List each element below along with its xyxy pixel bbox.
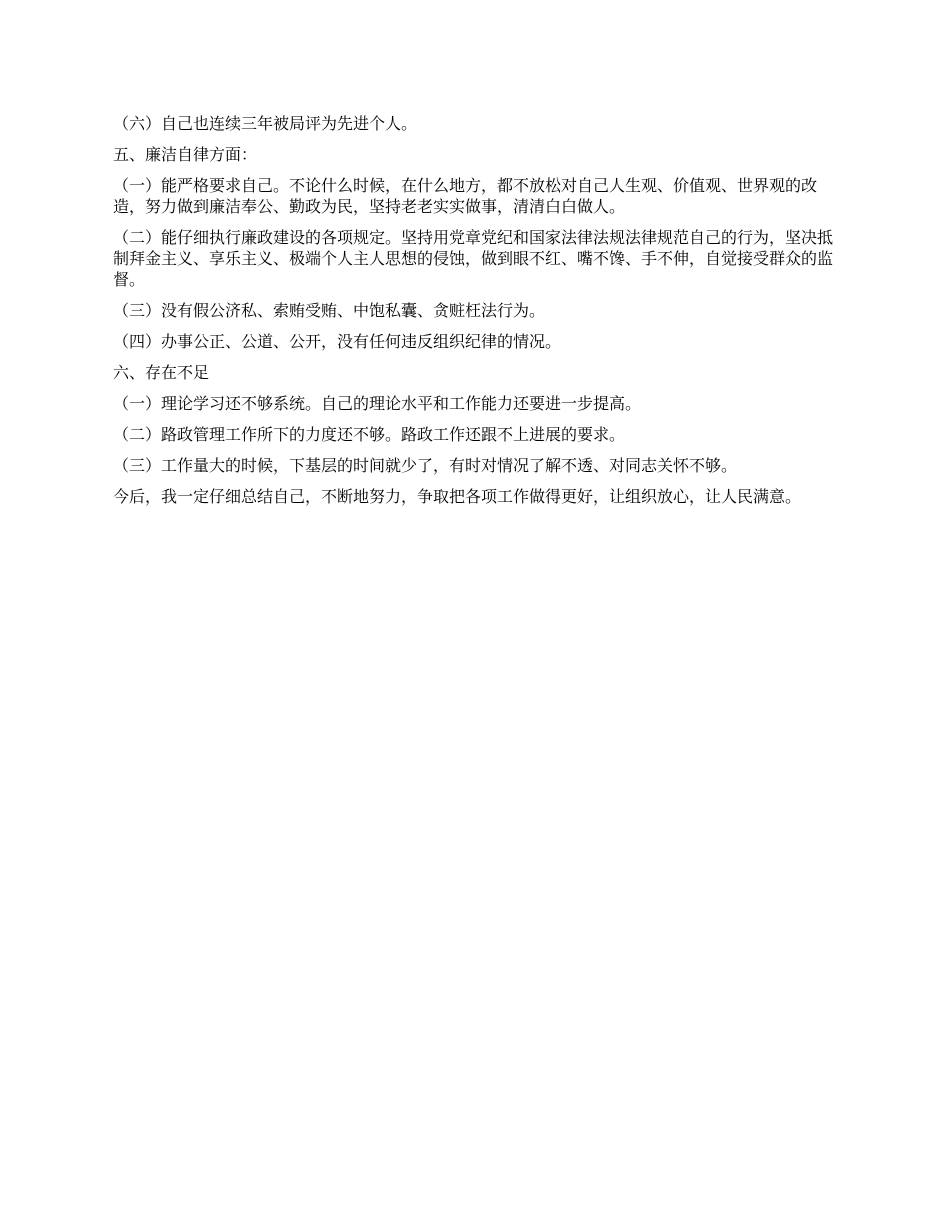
paragraph-conclusion: 今后，我一定仔细总结自己，不断地努力，争取把各项工作做得更好，让组织放心，让人民满意。 <box>113 487 802 506</box>
section-heading-integrity: 五、廉洁自律方面： <box>113 145 258 164</box>
paragraph-shortcoming-2: （二）路政管理工作所下的力度还不够。路政工作还跟不上进展的要求。 <box>113 425 626 444</box>
document-body <box>113 113 843 517</box>
section-heading-shortcomings: 六、存在不足 <box>113 363 210 382</box>
paragraph-integrity-1: （一）能严格要求自己。不论什么时候，在什么地方，都不放松对自己人生观、价值观、世界观的改造，努力做到廉洁奉公、勤政为民，坚持老老实实做事，清清白白做人。 <box>113 176 818 216</box>
paragraph-integrity-2: （二）能仔细执行廉政建设的各项规定。坚持用党章党纪和国家法律法规法律规范自己的行为，坚决抵制拜金主义、享乐主义、极端个人主人思想的侵蚀，做到眼不红、嘴不馋、手不伸，自觉接受群众的监督。 <box>113 228 834 289</box>
paragraph-item-6: （六）自己也连续三年被局评为先进个人。 <box>113 114 418 133</box>
paragraph-shortcoming-3: （三）工作量大的时候，下基层的时间就少了，有时对情况了解不透、对同志关怀不够。 <box>113 456 738 475</box>
paragraph-integrity-3: （三）没有假公济私、索贿受贿、中饱私囊、贪赃枉法行为。 <box>113 301 546 320</box>
paragraph-shortcoming-1: （一）理论学习还不够系统。自己的理论水平和工作能力还要进一步提高。 <box>113 394 642 413</box>
paragraph-integrity-4: （四）办事公正、公道、公开，没有任何违反组织纪律的情况。 <box>113 332 562 351</box>
